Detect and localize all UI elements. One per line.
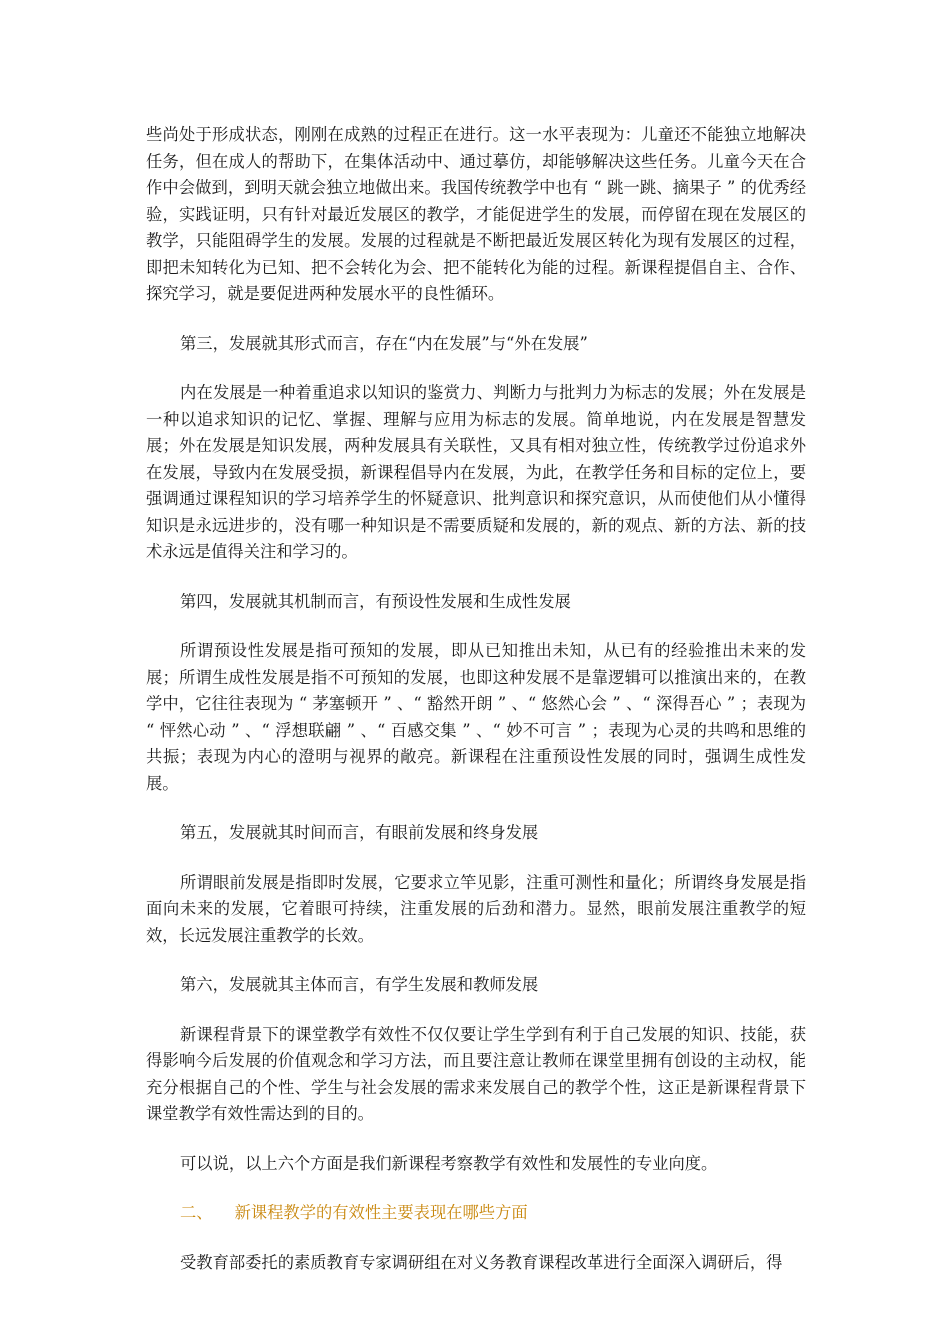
paragraph-student-teacher: 新课程背景下的课堂教学有效性不仅仅要让学生学到有利于自己发展的知识、技能，获得影响今后发展的价值观念和学习方法，而且要注意让教师在课堂里拥有创设的主动权，能充分根据自己的个性、学生与社会发展的需求来发展自己的教学个性，这正是新课程背景下课堂教学有效性需达到的目的。 (146, 1024, 806, 1123)
paragraph-survey-intro: 受教育部委托的素质教育专家调研组在对义务教育课程改革进行全面深入调研后，得 (180, 1252, 783, 1272)
paragraph-preset-generative: 所谓预设性发展是指可预知的发展，即从已知推出未知，从已有的经验推出未来的发展；所谓生成性发展是指不可预知的发展，也即这种发展不是靠逻辑可以推演出来的，在教学中，它往往表现为 “ 茅塞顿开 ” 、“ 豁然开朗 ” 、“ 悠然心会 ” 、“ 深得吾心 ” ；表现为 “ 怦然心动 ” 、“ 浮想联翩 ” 、“ 百感交集 ” 、“ 妙不可言 ” ；表现为心灵的共鸣和思维的共振；表现为内心的澄明与视界的敞亮。新课程在注重预设性发展的同时，强调生成性发展。 (146, 641, 806, 793)
section-heading-number: 二、 (180, 1203, 213, 1222)
heading-fifth-time: 第五，发展就其时间而言，有眼前发展和终身发展 (180, 823, 539, 842)
heading-fourth-mechanism: 第四，发展就其机制而言，有预设性发展和生成性发展 (180, 591, 571, 611)
heading-third-form: 第三，发展就其形式而言，存在“内在发展”与“外在发展” (180, 333, 588, 353)
paragraph-inner-outer-development: 内在发展是一种着重追求以知识的鉴赏力、判断力与批判力为标志的发展；外在发展是一种以追求知识的记忆、掌握、理解与应用为标志的发展。简单地说，内在发展是智慧发展；外在发展是知识发展，两种发展具有关联性，又具有相对独立性，传统教学过份追求外在发展，导致内在发展受损，新课程倡导内在发展，为此，在教学任务和目标的定位上，要强调通过课程知识的学习培养学生的怀疑意识、批判意识和探究意识，从而使他们从小懂得知识是永远进步的，没有哪一种知识是不需要质疑和发展的，新的观点、新的方法、新的技术永远是值得关注和学习的。 (146, 383, 806, 561)
paragraph-zpd-continuation: 些尚处于形成状态，刚刚在成熟的过程正在进行。这一水平表现为：儿童还不能独立地解决任务，但在成人的帮助下，在集体活动中、通过摹仿，却能够解决这些任务。儿童今天在合作中会做到，到明天就会独立地做出来。我国传统教学中也有 “ 跳一跳、摘果子 ” 的优秀经验，实践证明，只有针对最近发展区的教学，才能促进学生的发展，而停留在现在发展区的教学，只能阻碍学生的发展。发展的过程就是不断把最近发展区转化为现有发展区的过程，即把未知转化为已知、把不会转化为会、把不能转化为能的过程。新课程提倡自主、合作、探究学习，就是要促进两种发展水平的良性循环。 (146, 125, 806, 303)
paragraph-immediate-lifelong: 所谓眼前发展是指即时发展，它要求立竿见影，注重可测性和量化；所谓终身发展是指面向未来的发展，它着眼可持续，注重发展的后劲和潜力。显然，眼前发展注重教学的短效，长远发展注重教学的长效。 (146, 872, 806, 945)
paragraph-summary: 可以说，以上六个方面是我们新课程考察教学有效性和发展性的专业向度。 (180, 1153, 718, 1173)
section-heading-text: 新课程教学的有效性主要表现在哪些方面 (234, 1203, 528, 1222)
document-page (146, 122, 806, 1276)
heading-sixth-subject: 第六，发展就其主体而言，有学生发展和教师发展 (180, 975, 539, 994)
section-heading-two (146, 1200, 806, 1227)
